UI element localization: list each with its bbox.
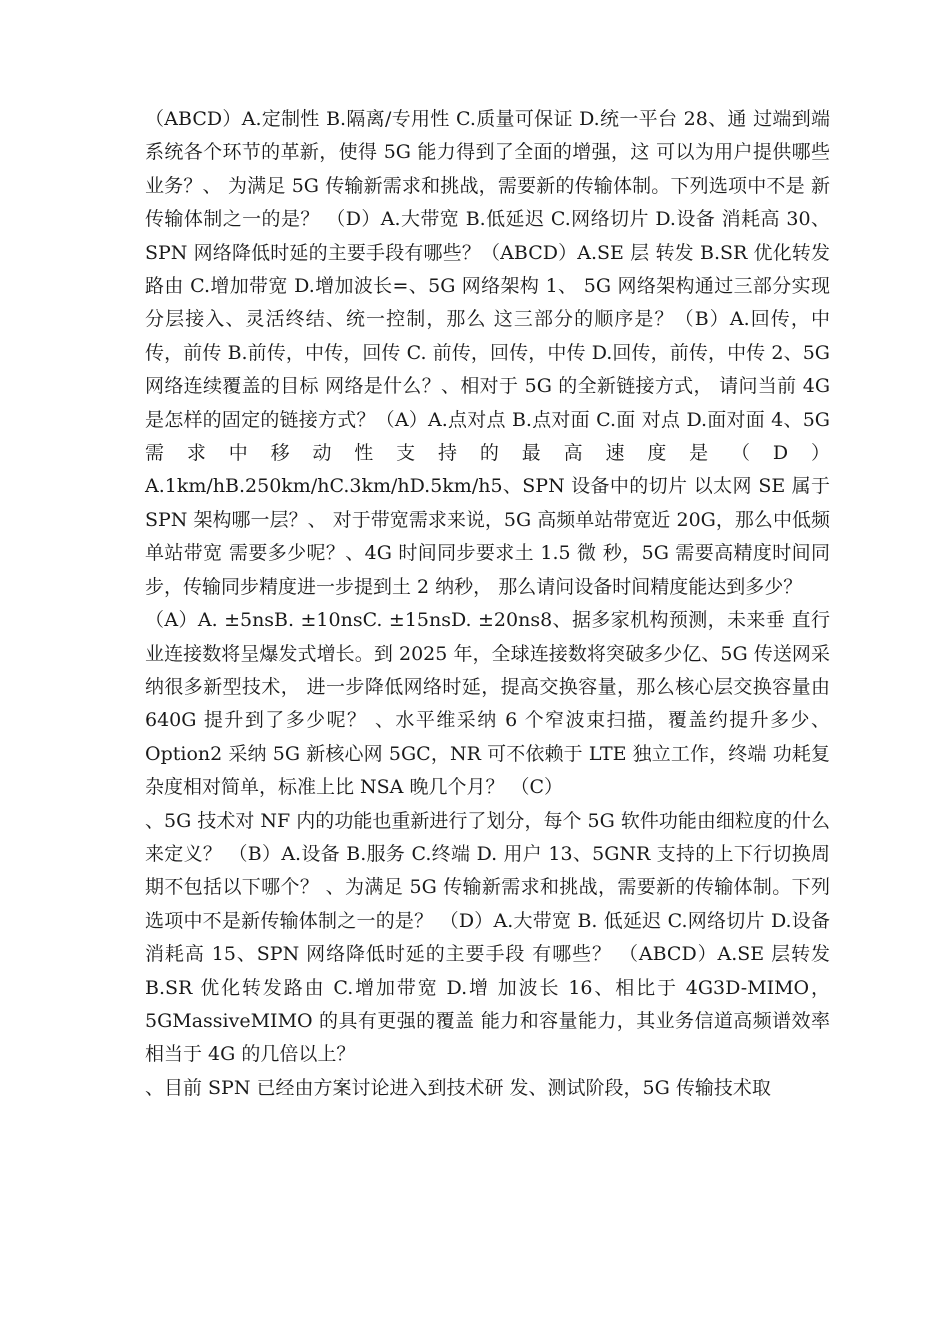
paragraph-2: （A）A. ±5nsB. ±10nsC. ±15nsD. ±20ns8、据多家机构预测，未来垂 直行业连接数将呈爆发式增长。到 2025 年，全球连接数将突破多少亿、5G 传送网采纳很多新型技术， 进一步降低网络时延，提高交换容量，那么核心层交换容量由 640G 提升到了多少呢？ 、水平维采纳 6 个窄波束扫描，覆盖约提升多少、 Option2 采纳 5G 新核心网 5GC，NR 可不依赖于 LTE 独立工作，终端 功耗复杂度相对简单，标准上比 NSA 晚几个月？ （C）	[145, 609, 830, 799]
document-body	[145, 103, 830, 1105]
paragraph-3: 、5G 技术对 NF 内的功能也重新进行了划分，每个 5G 软件功能由细粒度的什么来定义？ （B）A.设备 B.服务 C.终端 D. 用户 13、5GNR 支持的上下行切换周期不包括以下哪个？ 、为满足 5G 传输新需求和挑战，需要新的传输体制。下列选项中不是新传输体制之一的是？ （D）A.大带宽 B. 低延迟 C.网络切片 D.设备消耗高 15、SPN 网络降低时延的主要手段 有哪些？ （ABCD）A.SE 层转发 B.SR 优化转发路由 C.增加带宽 D.增 加波长 16、相比于 4G3D-MIMO，5GMassiveMIMO 的具有更强的覆盖 能力和容量能力，其业务信道高频谱效率相当于 4G 的几倍以上？	[145, 809, 830, 1066]
paragraph-1: （ABCD）A.定制性 B.隔离/专用性 C.质量可保证 D.统一平台 28、通 过端到端系统各个环节的革新，使得 5G 能力得到了全面的增强，这 可以为用户提供哪些业务？、 为满足 5G 传输新需求和挑战，需要新的传输体制。下列选项中不是 新传输体制之一的是？ （D）A.大带宽 B.低延迟 C.网络切片 D.设备 消耗高 30、SPN 网络降低时延的主要手段有哪些？（ABCD）A.SE 层 转发 B.SR 优化转发路由 C.增加带宽 D.增加波长=、5G 网络架构 1、 5G 网络架构通过三部分实现分层接入、灵活终结、统一控制，那么 这三部分的顺序是？（B）A.回传，中传，前传 B.前传，中传，回传 C. 前传，回传，中传 D.回传，前传，中传 2、5G 网络连续覆盖的目标 网络是什么？、相对于 5G 的全新链接方式， 请问当前 4G 是怎样的固定的链接方式？（A）A.点对点 B.点对面 C.面 对点 D.面对面 4、5G 需求中移动性支持的最高速度是（D）A.1km/hB.250km/hC.3km/hD.5km/h5、SPN 设备中的切片 以太网 SE 属于 SPN 架构哪一层？、 对于带宽需求来说，5G 高频单站带宽近 20G，那么中低频单站带宽 需要多少呢？、4G 时间同步要求土 1.5 微 秒，5G 需要高精度时间同步，传输同步精度进一步提到土 2 纳秒， 那么请问设备时间精度能达到多少？	[145, 108, 830, 598]
paragraph-4: 、目前 SPN 已经由方案讨论进入到技术研 发、测试阶段，5G 传输技术取	[145, 1076, 771, 1099]
